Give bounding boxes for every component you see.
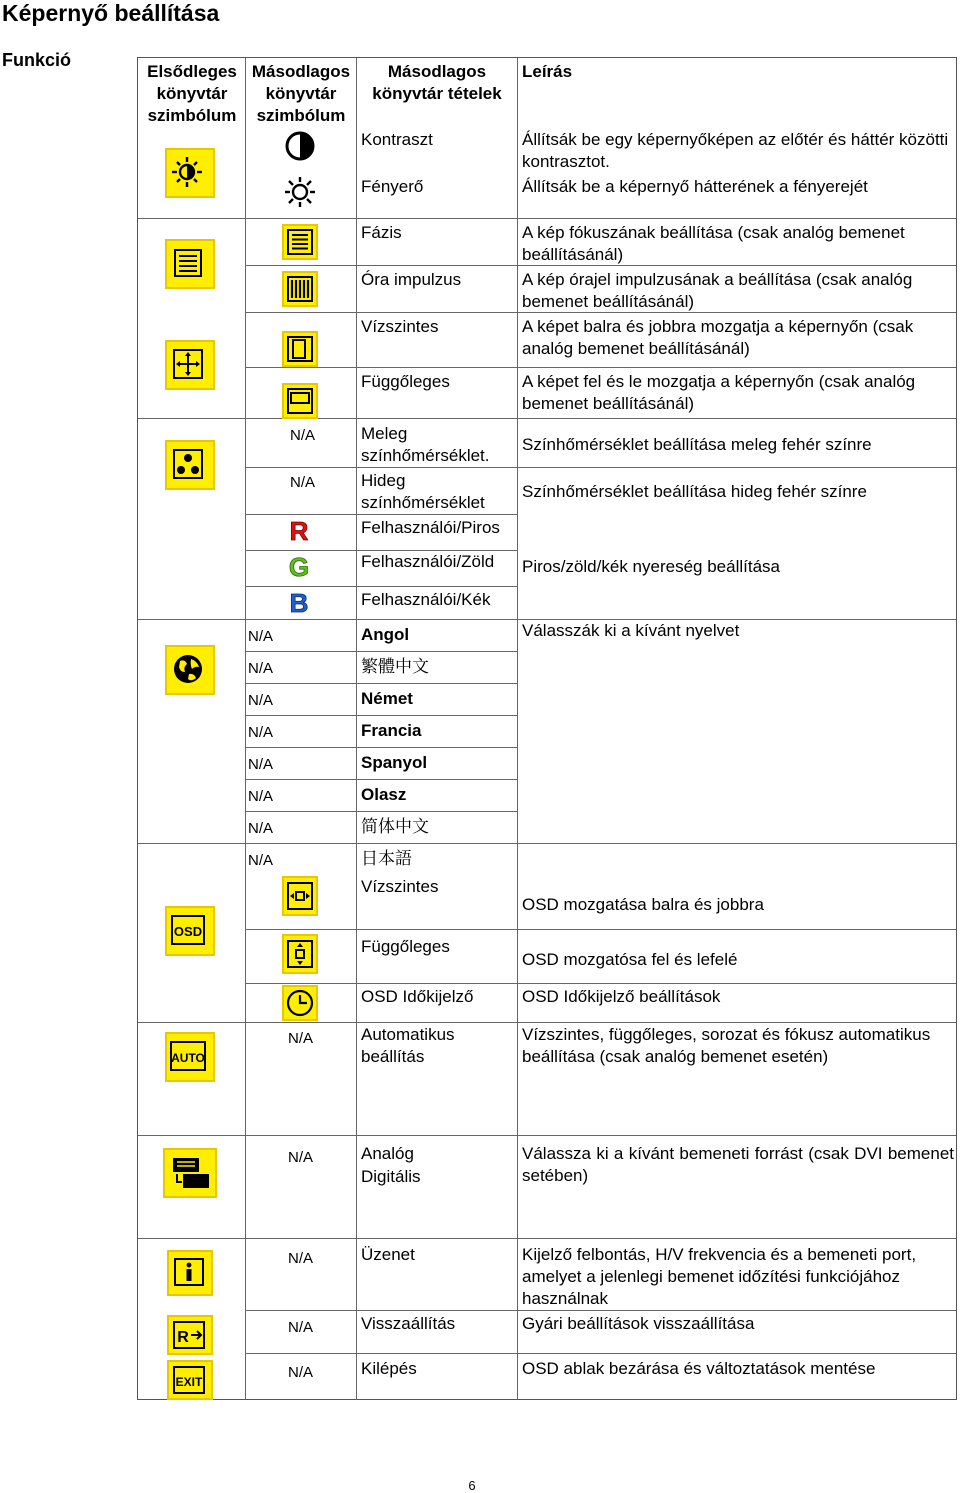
desc-fazis: A kép fókuszának beállítása (csak analóg bemenet beállításánál) [522,223,905,264]
sec-meleg-na: N/A [290,427,316,444]
header-secondary: Másodlagos könyvtár szimbólum [251,62,351,125]
desc-hideg: Színhőmérséklet beállítása hideg fehér színre [522,482,867,501]
sec-hideg-na: N/A [290,474,316,491]
language-item: Angol [361,625,410,644]
blue-gain-icon [284,587,314,617]
language-globe-icon [165,645,215,695]
page-number: 6 [468,1478,476,1493]
information-icon [167,1250,213,1296]
auto-adjust-icon [165,1032,215,1082]
desc-osd-timeout: OSD Időkijelző beállítások [522,987,721,1006]
language-item: 繁體中文 [361,657,429,676]
svg-text:G: G [288,552,310,581]
svg-text:R: R [177,1329,189,1346]
desc-languages: Válasszák ki a kívánt nyelvet [522,621,740,640]
item-vizszintes: Vízszintes [361,317,439,336]
svg-text:OSD: OSD [173,924,203,939]
page-title: Képernyő beállítása [2,0,220,26]
item-osd-horizontal: Vízszintes [361,877,439,896]
sec-uzenet-na: N/A [288,1250,314,1267]
osd-horizontal-icon [282,876,318,916]
header-items: Másodlagos könyvtár tételek [372,62,502,103]
clock-pulse-icon [282,271,318,307]
brightness-icon [284,176,316,208]
desc-fuggoleges: A képet fel és le mozgatja a képernyőn (csak analóg bemenet beállításánál) [522,372,916,413]
item-kek: Felhasználói/Kék [361,590,491,609]
item-meleg: Meleg színhőmérséklet. [361,424,490,465]
item-fazis: Fázis [361,223,402,242]
osd-icon [165,906,215,956]
svg-text:B: B [289,588,309,617]
desc-meleg: Színhőmérséklet beállítása meleg fehér színre [522,435,872,454]
svg-text:R: R [289,516,309,545]
input-select-icon [163,1148,217,1198]
language-item: Német [361,689,413,708]
item-fuggoleges: Függőleges [361,372,450,391]
desc-osd-vertical: OSD mozgatósa fel és lefelé [522,950,738,969]
desc-uzenet: Kijelző felbontás, H/V frekvencia és a bemeneti port, amelyet a jelenlegi bemenet időzítési funkciójához használnak [522,1245,917,1308]
lang-na: N/A [248,852,274,869]
item-osd-timeout: OSD Időkijelző [361,987,474,1006]
svg-text:AUTO: AUTO [171,1051,205,1065]
sec-kilepes-na: N/A [288,1364,314,1381]
language-item: Olasz [361,785,407,804]
item-auto: Automatikus beállítás [361,1025,455,1066]
position-icon [165,340,215,390]
lang-na: N/A [248,628,274,645]
sec-reset-na: N/A [288,1319,314,1336]
phase-icon [282,224,318,260]
item-hideg: Hideg színhőmérséklet [361,471,485,512]
desc-reset: Gyári beállítások visszaállítása [522,1314,755,1333]
language-item: Spanyol [361,753,428,772]
image-setup-icon [165,239,215,289]
lang-na: N/A [248,788,274,805]
item-reset: Visszaállítás [361,1314,456,1333]
item-fenyero: Fényerő [361,177,424,196]
exit-icon [167,1360,213,1400]
green-gain-icon [284,551,314,581]
section-label: Funkció [2,50,72,70]
contrast-icon [284,130,316,162]
desc-vizszintes: A képet balra és jobbra mozgatja a képernyőn (csak analóg bemenet beállításánál) [522,317,914,358]
item-osd-vertical: Függőleges [361,937,450,956]
lang-na: N/A [248,660,274,677]
item-kontraszt: Kontraszt [361,130,433,149]
lang-na: N/A [248,724,274,741]
header-description: Leírás [522,62,573,81]
desc-ora-impulzus: A kép órajel impulzusának a beállítása (csak analóg bemenet beállításánál) [522,270,913,311]
lang-na: N/A [248,820,274,837]
desc-rgb: Piros/zöld/kék nyereség beállítása [522,557,780,576]
desc-kontraszt: Állítsák be egy képernyőképen az előtér és háttér közötti kontrasztot. [522,130,949,171]
language-item: Francia [361,721,422,740]
color-icon [165,440,215,490]
language-item: 日本語 [361,849,412,868]
desc-kilepes: OSD ablak bezárása és változtatások mentése [522,1359,876,1378]
item-piros: Felhasználói/Piros [361,518,500,537]
desc-osd-horizontal: OSD mozgatása balra és jobbra [522,895,764,914]
item-kilepes: Kilépés [361,1359,417,1378]
horizontal-position-icon [282,331,318,367]
reset-icon [167,1315,213,1355]
item-digital: Digitális [361,1167,421,1186]
header-primary: Elsődleges könyvtár szimbólum [147,62,237,125]
desc-input: Válassza ki a kívánt bemeneti forrást (csak DVI bemenet setében) [522,1144,954,1185]
red-gain-icon [284,515,314,545]
item-zold: Felhasználói/Zöld [361,552,495,571]
osd-timeout-icon [282,985,318,1021]
sec-auto-na: N/A [288,1030,314,1047]
sec-input-na: N/A [288,1149,314,1166]
function-table [137,57,957,1400]
lang-na: N/A [248,692,274,709]
desc-fenyero: Állítsák be a képernyő hátterének a fényerejét [522,177,868,196]
language-item: 简体中文 [361,817,429,836]
osd-vertical-icon [282,934,318,974]
brightness-contrast-icon [165,148,215,198]
lang-na: N/A [248,756,274,773]
svg-text:EXIT: EXIT [175,1375,203,1389]
item-uzenet: Üzenet [361,1245,415,1264]
desc-auto: Vízszintes, függőleges, sorozat és fókusz automatikus beállítása (csak analóg bemenet esetén) [522,1025,931,1066]
vertical-position-icon [282,383,318,419]
item-analog: Analóg [361,1144,414,1163]
item-ora-impulzus: Óra impulzus [361,270,462,289]
